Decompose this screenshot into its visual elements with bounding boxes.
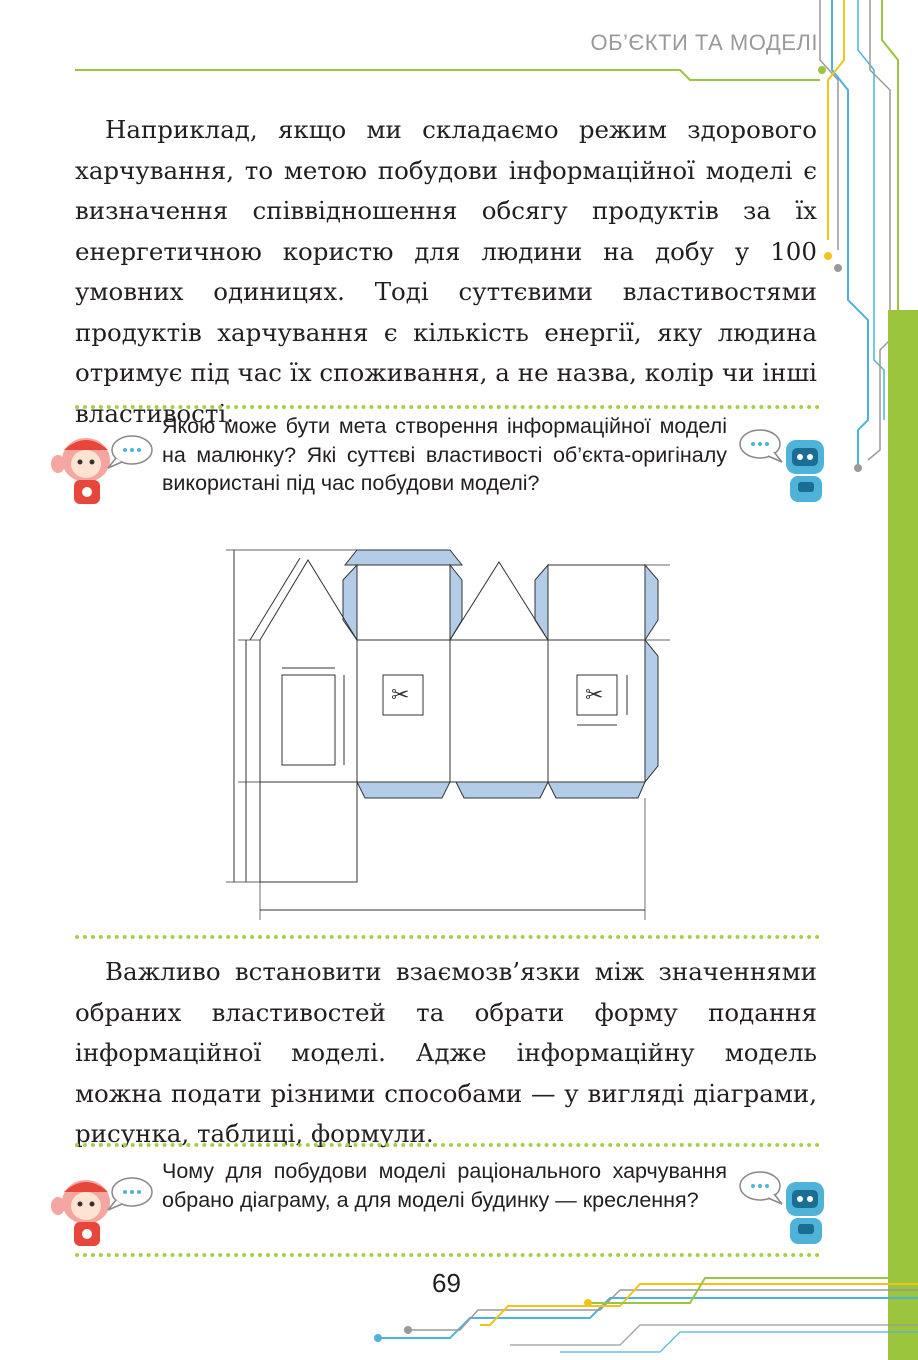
robot-character-icon [730,1162,840,1252]
girl-character-icon [50,1162,160,1252]
scissors-icon: ✂ [585,683,604,708]
question-1: Якою може бути мета створення інформаційної моделі на малюнку? Які суттєві властивості об’єкта-оригіналу використані під час побудови моделі? [162,414,727,495]
girl-character-icon [50,420,160,510]
scissors-icon: ✂ [391,683,410,708]
house-net-drawing [220,540,680,925]
question-2: Чому для побудови моделі раціонального харчування обрано діаграму, а для моделі будинку — креслення? [162,1159,727,1212]
dotted-divider [75,1253,820,1257]
paragraph-1: Наприклад, якщо ми складаємо режим здорового харчування, то метою побудови інформаційної моделі є визначення співвідношення обсягу продуктів за їх енергетичною користю для людини на добу у 100 умовних одиницях. Тоді суттєвими властивостями продуктів харчування є кількість енергії, яку людина отримує під час їх споживання, а не назва, колір чи інші властивості. [75,115,817,428]
top-flap [345,550,462,565]
page-number: 69 [432,1268,461,1298]
robot-character-icon [730,420,840,510]
dotted-divider [75,1143,820,1147]
dotted-divider [75,935,820,939]
paragraph-2: Важливо встановити взаємозв’язки між значеннями обраних властивостей та обрати форму подання інформаційної моделі. Адже інформаційну модель можна подати різними способами — у вигляді діаграми, рисунка, таблиці, формули. [75,957,817,1148]
green-side-tab [888,310,918,1360]
right-roof-flap [450,565,462,640]
section-title: ОБ’ЄКТИ ТА МОДЕЛІ [590,30,818,55]
dotted-divider [75,405,820,409]
